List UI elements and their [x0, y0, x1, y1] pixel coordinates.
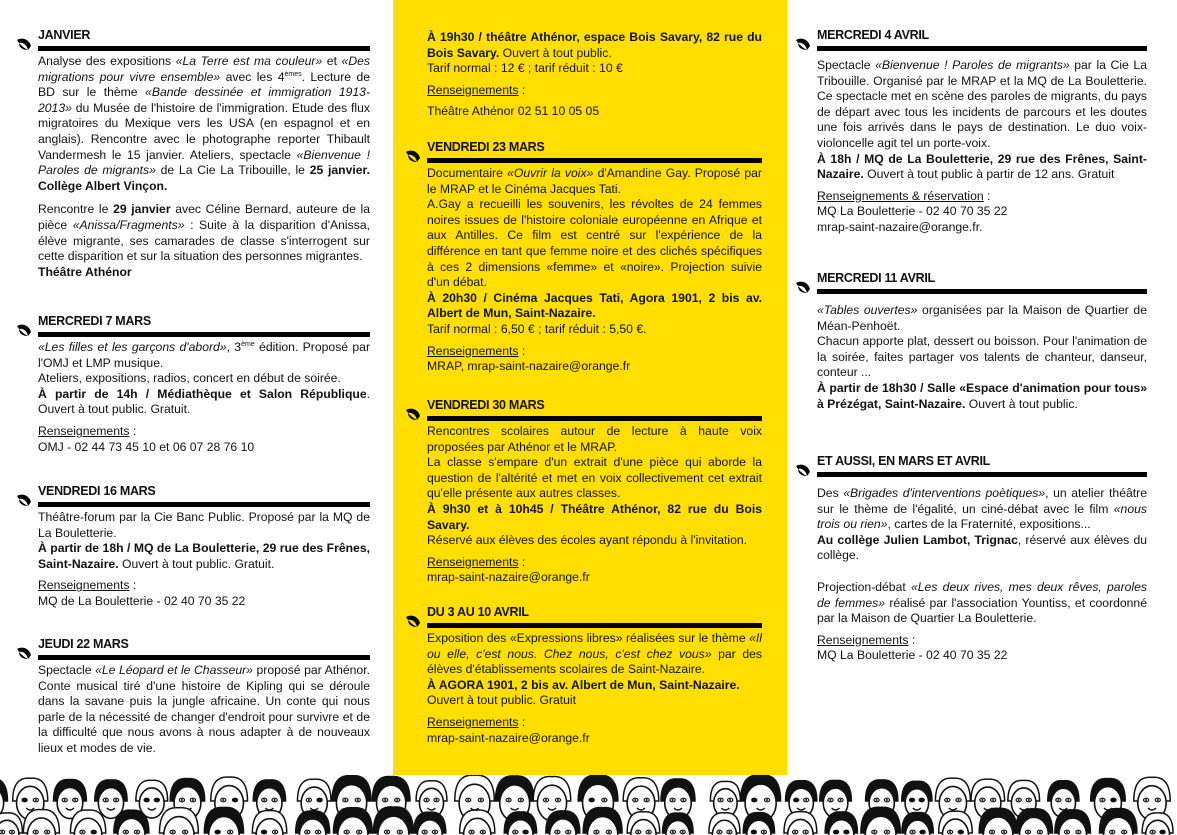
face-drawing — [204, 807, 243, 835]
leaf-icon — [16, 322, 32, 338]
section-body: Exposition des «Expressions libres» réalisées sur le thème «Il ou elle, c'est nous. Chez nous, c'est chez vous» par des élèves d'établissements scolaires de Saint-Nazaire. À AGORA 1901, 2 bis av. Albert de Mun, Saint-Nazaire. Ouvert à tout public. Gratuit Renseignements : mrap-saint-nazaire@orange.fr — [427, 631, 762, 745]
section-vendredi-30-mars — [427, 396, 762, 586]
section-mercredi-4-avril — [817, 26, 1147, 236]
face-drawing — [252, 811, 286, 835]
section-divider — [817, 289, 1147, 294]
section-vendredi-16-mars — [38, 482, 370, 610]
leaf-icon — [795, 279, 811, 295]
section-title: ET AUSSI, EN MARS ET AVRIL — [817, 454, 990, 468]
section-body: Rencontres scolaires autour de lecture à haute voix proposées par Athénor et le MRAP. La classe s'empare d'un extrait d'une pièce qui aborde la question de l'altérité et met en voix collectivement cet extrait qu'elle présente aux autres classes. À 9h30 et à 10h45 / Théâtre Athénor, 82 rue du Bois Savary. Réservé aux élèves des écoles ayant répondu à l'invitation. Renseignements : mrap-saint-nazaire@orange.fr — [427, 424, 762, 585]
section-body: «Tables ouvertes» organisées par la Maison de Quartier de Méan-Penhoët. Chacun apporte plat, dessert ou boisson. Pour l'animation de la soirée, faites partager vos talents de chanteur, danseur, conteur ... À partir de 18h30 / Salle «Espace d'animation pour tous» à Prézégat, Saint-Nazaire. Ouvert à tout public. — [817, 303, 1147, 411]
face-drawing — [979, 808, 1017, 835]
face-drawing — [1055, 810, 1091, 835]
face-drawing — [902, 813, 933, 835]
face-drawing — [1142, 813, 1173, 835]
contact-email: mrap-saint-nazaire@orange.fr. — [817, 219, 983, 234]
contact-info: MRAP, mrap-saint-nazaire@orange.fr — [427, 359, 631, 374]
crowd-illustration — [0, 775, 1177, 835]
contact-info: mrap-saint-nazaire@orange.fr — [427, 570, 590, 585]
section-title: MERCREDI 7 MARS — [38, 314, 151, 328]
section-body — [38, 54, 370, 280]
section-divider — [38, 502, 370, 507]
paragraph: Analyse des expositions «La Terre est ma couleur» et «Des migrations pour vivre ensemble» avec les 4èmes. Lecture de BD sur le thème «Bande dessinée et immigration 1913-2013» du Musée de l'histoire de l'immigration. Etude des flux migratoires du Mexique vers les USA (en espagnol et en anglais). Rencontre avec le photographe reporter Thibault Vandermesh le 15 janvier. Ateliers, spectacle «Bienvenue ! Paroles de migrants» de La Cie La Tribouille, le 25 janvier. Collège Albert Vinçon. — [38, 54, 371, 193]
face-drawing — [710, 781, 740, 817]
leaf-icon — [16, 36, 32, 52]
face-drawing — [460, 810, 495, 835]
leaf-icon — [405, 148, 421, 164]
section-mercredi-11-avril — [817, 269, 1147, 412]
section-jeudi-22-mars-continued — [427, 28, 762, 120]
face-drawing — [861, 807, 900, 835]
face-drawing — [504, 812, 536, 835]
info-label: Renseignements — [427, 554, 519, 569]
face-drawing — [1015, 809, 1052, 835]
face-drawing — [23, 809, 59, 835]
section-body: Spectacle «Bienvenue ! Paroles de migrants» par la Cie La Tribouille. Organisé par le MRAP et la MQ de La Bouletterie. Ce spectacle met en scène des paroles de migrants, du pays de départ avec tous les incidents de parcours et les doutes une fois arrivés dans le pays de destination. Le duo voix-violoncelle agit tel un porte-voix. À 18h / MQ de La Bouletterie, 29 rue des Frênes, Saint-Nazaire. Ouvert à tout public à partir de 12 ans. Gratuit Renseignements & réservation : MQ La Bouletterie - 02 40 70 35 22 mrap-saint-nazaire@orange.fr. — [817, 58, 1147, 234]
face-drawing — [333, 808, 372, 835]
contact-info: OMJ - 02 44 73 45 10 et 06 07 28 76 10 — [38, 439, 255, 454]
section-divider — [427, 158, 762, 163]
section-title: JEUDI 22 MARS — [38, 637, 129, 651]
column-middle — [393, 0, 787, 775]
contact-info: mrap-saint-nazaire@orange.fr — [427, 730, 590, 745]
section-body: Spectacle «Le Léopard et le Chasseur» proposé par Athénor. Conte musical tiré d'une histoire de Kipling qui se déroule dans la savane puis la jungle africaine. Un conte qui nous parle de la nécessité de changer d'endroit pour survivre et de la difficulté que nous avons à nous adapter à de nouveaux lieux et modes de vie. — [38, 663, 370, 755]
leaf-icon — [405, 406, 421, 422]
info-label: Renseignements — [427, 343, 519, 358]
section-body: «Les filles et les garçons d'abord», 3ème édition. Proposé par l'OMJ et LMP musique. Ateliers, expositions, radios, concert en début de soirée. À partir de 14h / Médiathèque et Salon République. Ouvert à tout public. Gratuit. Renseignements : OMJ - 02 44 73 45 10 et 06 07 28 76 10 — [38, 340, 370, 454]
face-drawing — [159, 808, 198, 835]
section-divider — [427, 623, 762, 628]
leaf-icon — [795, 462, 811, 478]
section-divider — [817, 472, 1147, 477]
face-drawing — [70, 810, 105, 835]
face-drawing — [784, 812, 817, 835]
face-drawing — [373, 807, 413, 835]
section-divider — [427, 416, 762, 421]
section-mercredi-7-mars — [38, 312, 370, 455]
section-divider — [38, 655, 370, 660]
leaf-icon — [16, 645, 32, 661]
info-label: Renseignements — [38, 423, 130, 438]
face-drawing — [114, 810, 149, 835]
section-divider — [38, 332, 370, 337]
leaf-icon — [795, 36, 811, 52]
section-body: À 19h30 / théâtre Athénor, espace Bois Savary, 82 rue du Bois Savary. Ouvert à tout public. Tarif normal : 12 € ; tarif réduit : 10 € Renseignements : Théâtre Athénor 02 51 10 05 05 — [427, 30, 762, 119]
paragraph: Rencontre le 29 janvier avec Céline Bernard, auteure de la pièce «Anissa/Fragments» : Suite à la disparition d'Anissa, élève migrante, ses camarades de classe s'interrogent sur cette disparition et sur la situation des personnes migrantes. Théâtre Athénor — [38, 202, 371, 279]
section-janvier — [38, 26, 370, 280]
section-et-aussi — [817, 452, 1147, 664]
section-body: Documentaire «Ouvrir la voix» d'Amandine Gay. Proposé par le MRAP et le Cinéma Jacques Tati. A.Gay a recueilli les souvenirs, les révoltes de 24 femmes noires issues de l'histoire coloniale européenne en Afrique et aux Antilles. Ce film est centré sur l'expérience de la différence en tant que femme noire et des clichés spécifiques à ces 2 dimensions «femme» et «noire». Projection suivie d'un débat. À 20h30 / Cinéma Jacques Tati, Agora 1901, 2 bis av. Albert de Mun, Saint-Nazaire. Tarif normal : 6,50 € ; tarif réduit : 5,50 €. Renseignements : MRAP, mrap-saint-nazaire@orange.fr — [427, 166, 762, 374]
contact-info: Théâtre Athénor 02 51 10 05 05 — [427, 104, 600, 119]
face-drawing — [939, 811, 973, 835]
section-jeudi-22-mars — [38, 635, 370, 757]
section-vendredi-23-mars — [427, 138, 762, 375]
face-drawing — [414, 812, 446, 835]
section-divider — [817, 46, 1147, 51]
contact-info: MQ La Bouletterie - 02 40 70 35 22 — [817, 648, 1008, 663]
face-drawing — [709, 813, 740, 835]
face-drawing — [627, 812, 660, 835]
leaf-icon — [16, 492, 32, 508]
face-drawing — [743, 813, 774, 835]
section-title: MERCREDI 4 AVRIL — [817, 28, 929, 42]
section-title: JANVIER — [38, 28, 91, 42]
section-du-3-au-10-avril — [427, 603, 762, 746]
info-label: Renseignements — [427, 714, 519, 729]
leaf-icon — [405, 613, 421, 629]
column-right — [787, 0, 1177, 775]
section-title: DU 3 AU 10 AVRIL — [427, 605, 529, 619]
face-drawing — [546, 811, 580, 835]
info-label: Renseignements — [427, 82, 519, 97]
section-body: Des «Brigades d'interventions poètiques», un atelier théâtre sur le thème de l'égalité, un ciné-débat avec le film «nous trois ou rien», cartes de la Fraternité, expositions... Au collège Julien Lambot, Trignac, réservé aux élèves du collège. Projection-débat «Les deux rives, mes deux rêves, paroles de femmes» réalisé par l'association Yountiss, et coordonné par la Maison de Quartier La Bouletterie. Renseignements : MQ La Bouletterie - 02 40 70 35 22 — [817, 486, 1148, 663]
section-body: Théâtre-forum par la Cie Banc Public. Proposé par la MQ de La Bouletterie. À partir de 18h / MQ de La Bouletterie, 29 rue des Frênes, Saint-Nazaire. Ouvert à tout public. Gratuit. Renseignements : MQ de La Bouletterie - 02 40 70 35 22 — [38, 510, 370, 608]
info-label: Renseignements & réservation — [817, 188, 984, 203]
face-drawing — [1100, 809, 1137, 835]
face-drawing — [583, 808, 622, 835]
contact-info: MQ La Bouletterie - 02 40 70 35 22 — [817, 204, 1008, 219]
info-label: Renseignements — [817, 632, 909, 647]
face-drawing — [0, 813, 22, 835]
crowd-drawing — [0, 775, 1177, 835]
contact-info: MQ de La Bouletterie - 02 40 70 35 22 — [38, 593, 246, 608]
section-title: VENDREDI 23 MARS — [427, 140, 545, 154]
face-drawing — [825, 812, 857, 835]
section-title: MERCREDI 11 AVRIL — [817, 271, 935, 285]
column-left — [0, 0, 393, 775]
section-title: VENDREDI 16 MARS — [38, 484, 156, 498]
face-drawing — [296, 811, 330, 835]
face-drawing — [663, 813, 694, 835]
section-title: VENDREDI 30 MARS — [427, 398, 545, 412]
info-label: Renseignements — [38, 578, 130, 593]
section-divider — [38, 46, 370, 51]
